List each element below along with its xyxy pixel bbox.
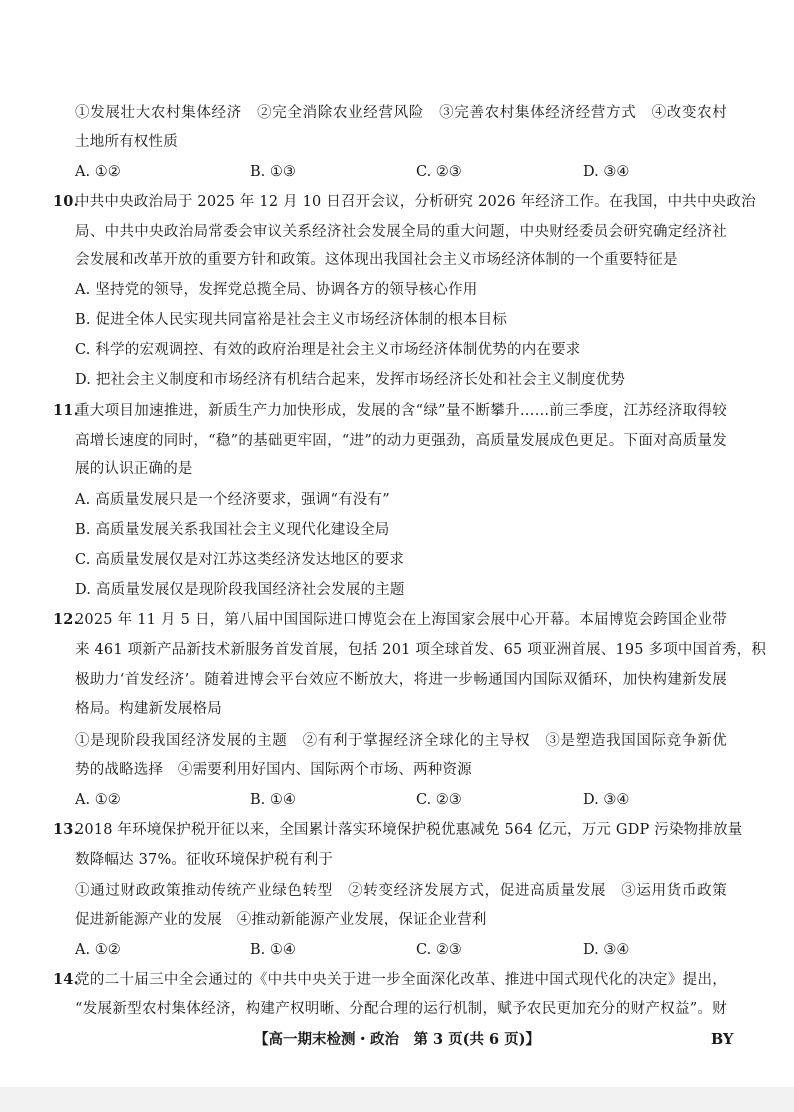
- q11-stem-line-2: 高增长速度的同时，“稳”的基础更牢固，“进”的动力更强劲，高质量发展成色更足。下面对高质量发: [75, 433, 727, 449]
- q10-stem-line-1: 中共中央政治局于 2025 年 12 月 10 日召开会议，分析研究 2026 年经济工作。在我国，中共中央政治: [75, 194, 756, 210]
- q12-option-b: B. ①④: [250, 792, 296, 808]
- q11-option-c: C. 高质量发展仅是对江苏这类经济发达地区的要求: [75, 552, 405, 568]
- q10-stem-line-3: 会发展和改革开放的重要方针和政策。这体现出我国社会主义市场经济体制的一个重要特征是: [75, 252, 678, 268]
- footer-code: BY: [711, 1031, 734, 1048]
- q13-statement-line-2: 促进新能源产业的发展 ④推动新能源产业发展，保证企业营利: [75, 912, 487, 928]
- q10-number: 10.: [53, 193, 79, 210]
- q11-option-b: B. 高质量发展关系我国社会主义现代化建设全局: [75, 522, 390, 538]
- q9-statement-line-1: ①发展壮大农村集体经济 ②完全消除农业经营风险 ③完善农村集体经济经营方式 ④改变农村: [75, 105, 727, 121]
- q12-option-a: A. ①②: [75, 792, 121, 808]
- q12-option-d: D. ③④: [583, 792, 630, 808]
- q10-stem-line-2: 局、中共中央政治局常委会审议关系经济社会发展全局的重大问题，中央财经委员会研究确定经济社: [75, 224, 727, 240]
- q11-option-a: A. 高质量发展只是一个经济要求，强调“有没有”: [75, 492, 390, 508]
- q11-stem-line-3: 展的认识正确的是: [75, 461, 193, 477]
- q9-option-c: C. ②③: [416, 164, 462, 180]
- q12-number: 12.: [53, 611, 79, 628]
- q12-statement-line-1: ①是现阶段我国经济发展的主题 ②有利于掌握经济全球化的主导权 ③是塑造我国国际竞争新优: [75, 733, 727, 749]
- q14-number: 14.: [53, 971, 79, 988]
- q10-option-c: C. 科学的宏观调控、有效的政府治理是社会主义市场经济体制优势的内在要求: [75, 342, 581, 358]
- q10-option-b: B. 促进全体人民实现共同富裕是社会主义市场经济体制的根本目标: [75, 312, 508, 328]
- q12-stem-line-1: 2025 年 11 月 5 日，第八届中国国际进口博览会在上海国家会展中心开幕。本届博览会跨国企业带: [75, 612, 727, 628]
- q13-option-d: D. ③④: [583, 942, 630, 958]
- q12-stem-line-3: 极助力‘首发经济’。随着进博会平台效应不断放大，将进一步畅通国内国际双循环，加快构建新发展: [75, 672, 727, 688]
- q11-number: 11.: [53, 402, 79, 419]
- q13-stem-line-2: 数降幅达 37%。征收环境保护税有利于: [75, 852, 334, 868]
- q9-option-b: B. ①③: [250, 164, 296, 180]
- q9-option-a: A. ①②: [75, 164, 121, 180]
- q13-stem-line-1: 2018 年环境保护税开征以来，全国累计落实环境保护税优惠减免 564 亿元，万元 GDP 污染物排放量: [75, 822, 743, 838]
- q9-statement-line-2: 土地所有权性质: [75, 134, 178, 150]
- q14-stem-line-2: “发展新型农村集体经济，构建产权明晰、分配合理的运行机制，赋予农民更加充分的财产权益”。财: [75, 1001, 727, 1017]
- q13-option-b: B. ①④: [250, 942, 296, 958]
- q13-number: 13.: [53, 821, 79, 838]
- q11-stem-line-1: 重大项目加速推进，新质生产力加快形成，发展的含“绿”量不断攀升……前三季度，江苏经济取得较: [75, 403, 727, 419]
- bottom-scan-band: [0, 1087, 794, 1112]
- q12-option-c: C. ②③: [416, 792, 462, 808]
- footer-page-info: 【高一期末检测・政治 第 3 页(共 6 页)】: [253, 1031, 541, 1048]
- q10-option-d: D. 把社会主义制度和市场经济有机结合起来，发挥市场经济长处和社会主义制度优势: [75, 372, 626, 388]
- q12-statement-line-2: 势的战略选择 ④需要利用好国内、国际两个市场、两种资源: [75, 762, 472, 778]
- q12-stem-line-4: 格局。构建新发展格局: [75, 701, 222, 717]
- q13-option-a: A. ①②: [75, 942, 121, 958]
- q13-statement-line-1: ①通过财政政策推动传统产业绿色转型 ②转变经济发展方式，促进高质量发展 ③运用货币政策: [75, 883, 727, 899]
- q10-option-a: A. 坚持党的领导，发挥党总揽全局、协调各方的领导核心作用: [75, 282, 478, 298]
- q12-stem-line-2: 来 461 项新产品新技术新服务首发首展，包括 201 项全球首发、65 项亚洲首展、195 多项中国首秀，积: [75, 642, 767, 658]
- q13-option-c: C. ②③: [416, 942, 462, 958]
- q9-option-d: D. ③④: [583, 164, 630, 180]
- q14-stem-line-1: 党的二十届三中全会通过的《中共中央关于进一步全面深化改革、推进中国式现代化的决定》提出，: [75, 972, 727, 988]
- q11-option-d: D. 高质量发展仅是现阶段我国经济社会发展的主题: [75, 582, 405, 598]
